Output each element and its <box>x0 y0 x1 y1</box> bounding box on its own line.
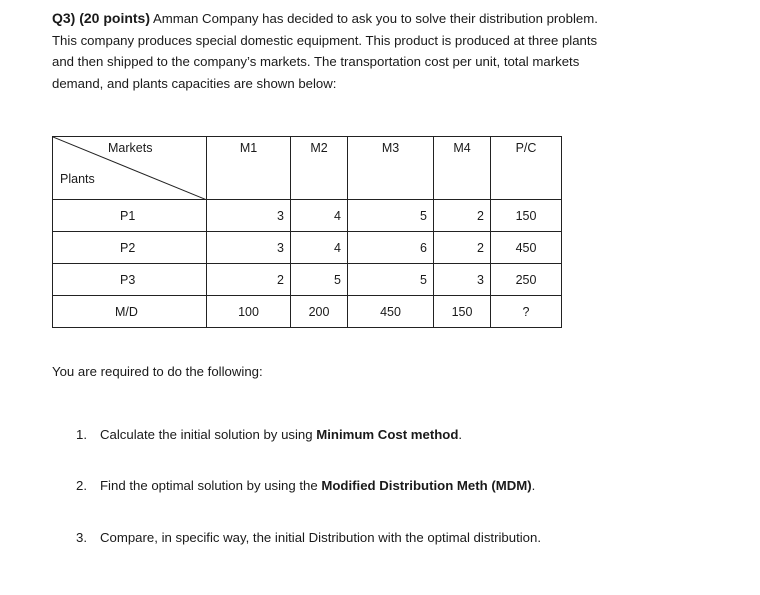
cost-cell: 2 <box>434 232 491 264</box>
task-suffix: . <box>531 478 536 493</box>
cost-cell: 5 <box>348 264 434 296</box>
task-item <box>76 530 541 545</box>
cost-cell: 2 <box>207 264 291 296</box>
task-suffix: . <box>458 427 463 442</box>
table-row <box>53 200 562 232</box>
capacity-cell: 250 <box>491 264 562 296</box>
task-item <box>76 427 462 442</box>
demand-total-cell: ? <box>491 296 562 328</box>
demand-cell: 100 <box>207 296 291 328</box>
demand-cell: 150 <box>434 296 491 328</box>
table-row <box>53 232 562 264</box>
cost-cell: 5 <box>291 264 348 296</box>
corner-markets-label: Markets <box>108 141 153 155</box>
cost-cell: 3 <box>207 232 291 264</box>
demand-label: M/D <box>53 296 207 328</box>
cost-cell: 4 <box>291 232 348 264</box>
cost-cell: 5 <box>348 200 434 232</box>
question-text-4: demand, and plants capacities are shown below: <box>52 75 337 91</box>
task-number: 1. <box>76 427 87 442</box>
task-text: Compare, in specific way, the initial Distribution with the optimal distribution. <box>100 530 541 545</box>
task-number: 2. <box>76 478 87 493</box>
table-header-row <box>53 137 562 200</box>
corner-cell <box>53 137 207 200</box>
header-m1: M1 <box>207 137 291 200</box>
header-m2: M2 <box>291 137 348 200</box>
task-text: Find the optimal solution by using the <box>100 478 322 493</box>
demand-cell: 450 <box>348 296 434 328</box>
task-bold-text: Modified Distribution Meth (MDM) <box>321 478 532 493</box>
task-text: Calculate the initial solution by using <box>100 427 317 442</box>
plant-label: P2 <box>53 232 207 264</box>
capacity-cell: 150 <box>491 200 562 232</box>
required-text: You are required to do the following: <box>52 364 263 379</box>
plant-label: P1 <box>53 200 207 232</box>
question-line-1 <box>52 8 742 30</box>
demand-row <box>53 296 562 328</box>
task-number: 3. <box>76 530 87 545</box>
corner-plants-label: Plants <box>60 172 95 186</box>
cost-cell: 3 <box>207 200 291 232</box>
cost-cell: 4 <box>291 200 348 232</box>
capacity-cell: 450 <box>491 232 562 264</box>
cost-cell: 3 <box>434 264 491 296</box>
transportation-table <box>52 136 562 328</box>
table-row <box>53 264 562 296</box>
question-text-2: This company produces special domestic equipment. This product is produced at three plants <box>52 32 598 48</box>
cost-cell: 6 <box>348 232 434 264</box>
question-text-3: and then shipped to the company’s markets. The transportation cost per unit, total markets <box>52 54 580 69</box>
question-label: Q3) (20 points) <box>52 10 151 26</box>
plant-label: P3 <box>53 264 207 296</box>
header-m3: M3 <box>348 137 434 200</box>
question-intro <box>52 8 742 94</box>
header-capacity: P/C <box>491 137 562 200</box>
task-item <box>76 478 535 493</box>
demand-cell: 200 <box>291 296 348 328</box>
question-text-1: Amman Company has decided to ask you to solve their distribution problem. <box>152 11 598 26</box>
header-m4: M4 <box>434 137 491 200</box>
task-bold-text: Minimum Cost method <box>316 427 459 442</box>
cost-cell: 2 <box>434 200 491 232</box>
